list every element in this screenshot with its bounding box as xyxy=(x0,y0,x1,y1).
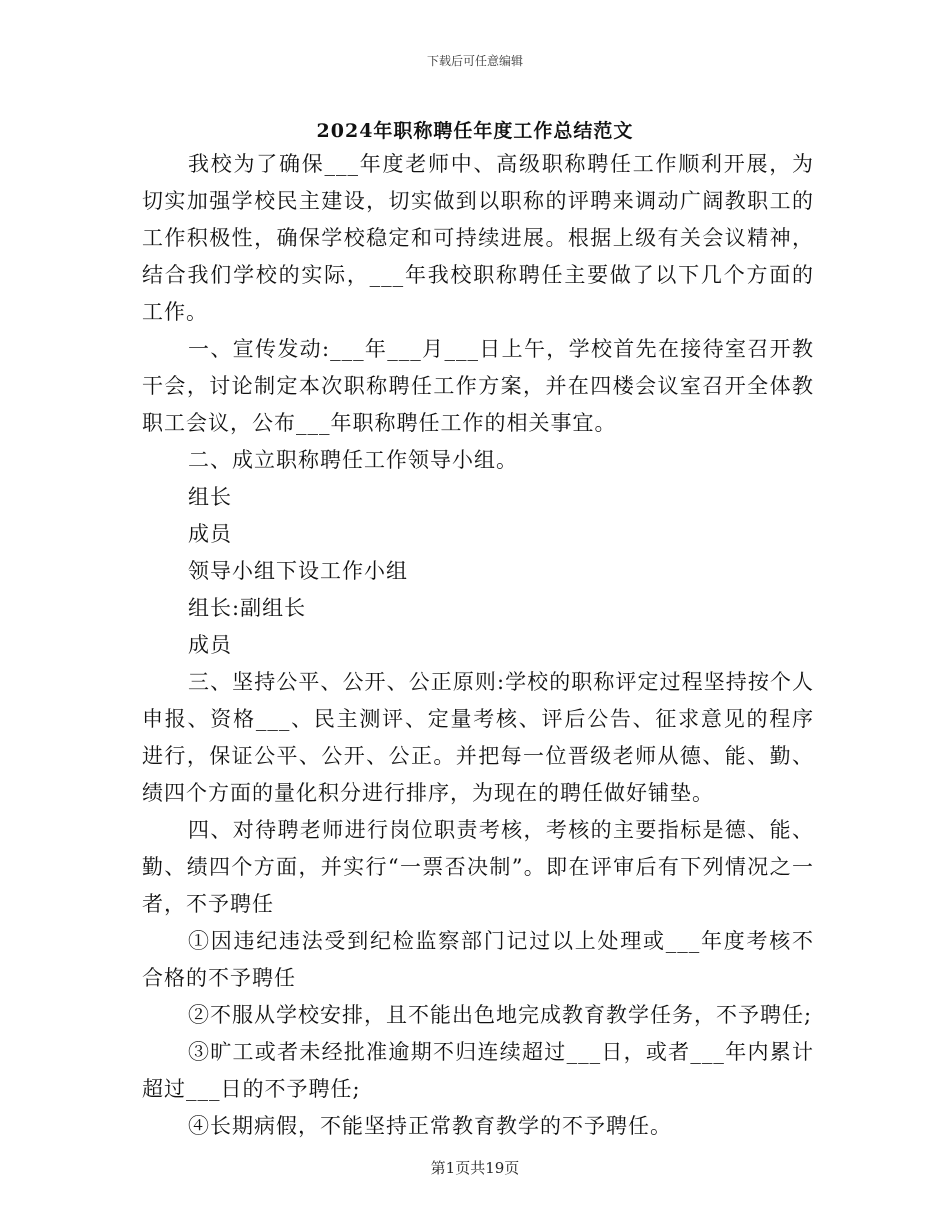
paragraph-working-group: 领导小组下设工作小组 xyxy=(188,559,408,583)
paragraph-section-3: 三、坚持公平、公开、公正原则:学校的职称评定过程坚持按个人申报、资格___、民主测评、定量考核、评后公告、征求意见的程序进行，保证公平、公开、公正。并把每一位晋级老师从德、能、勤、绩四个方面的量化积分进行排序，为现在的聘任做好铺垫。 xyxy=(142,670,814,805)
page-header: 下载后可任意编辑 xyxy=(426,54,523,68)
list-item-1: ①因违纪违法受到纪检监察部门记过以上处理或___年度考核不合格的不予聘任 xyxy=(142,929,814,990)
paragraph-members: 成员 xyxy=(188,522,232,546)
paragraph-group-members: 成员 xyxy=(188,633,232,657)
paragraph-intro: 我校为了确保___年度老师中、高级职称聘任工作顺利开展，为切实加强学校民主建设，切实做到以职称的评聘来调动广阔教职工的工作积极性，确保学校稳定和可持续进展。根据上级有关会议精神，结合我们学校的实际，___年我校职称聘任主要做了以下几个方面的工作。 xyxy=(142,152,814,324)
document-body xyxy=(142,146,814,1145)
list-item-2: ②不服从学校安排，且不能出色地完成教育教学任务，不予聘任; xyxy=(188,1003,813,1027)
paragraph-section-1: 一、宣传发动:___年___月___日上午，学校首先在接待室召开教干会，讨论制定本次职称聘任工作方案，并在四楼会议室召开全体教职工会议，公布___年职称聘任工作的相关事宜。 xyxy=(142,337,814,435)
page-footer: 第1页共19页 xyxy=(430,1159,520,1177)
paragraph-section-4: 四、对待聘老师进行岗位职责考核，考核的主要指标是德、能、勤、绩四个方面，并实行“一票否决制”。即在评审后有下列情况之一者，不予聘任 xyxy=(142,818,814,916)
document-title: 2024年职称聘任年度工作总结范文 xyxy=(316,120,634,142)
paragraph-section-2: 二、成立职称聘任工作领导小组。 xyxy=(188,448,518,472)
paragraph-group-leader: 组长:副组长 xyxy=(188,596,307,620)
list-item-3: ③旷工或者未经批准逾期不归连续超过___日，或者___年内累计超过___日的不予聘任; xyxy=(142,1040,814,1101)
list-item-4: ④长期病假，不能坚持正常教育教学的不予聘任。 xyxy=(188,1114,672,1138)
paragraph-leader: 组长 xyxy=(188,485,232,509)
